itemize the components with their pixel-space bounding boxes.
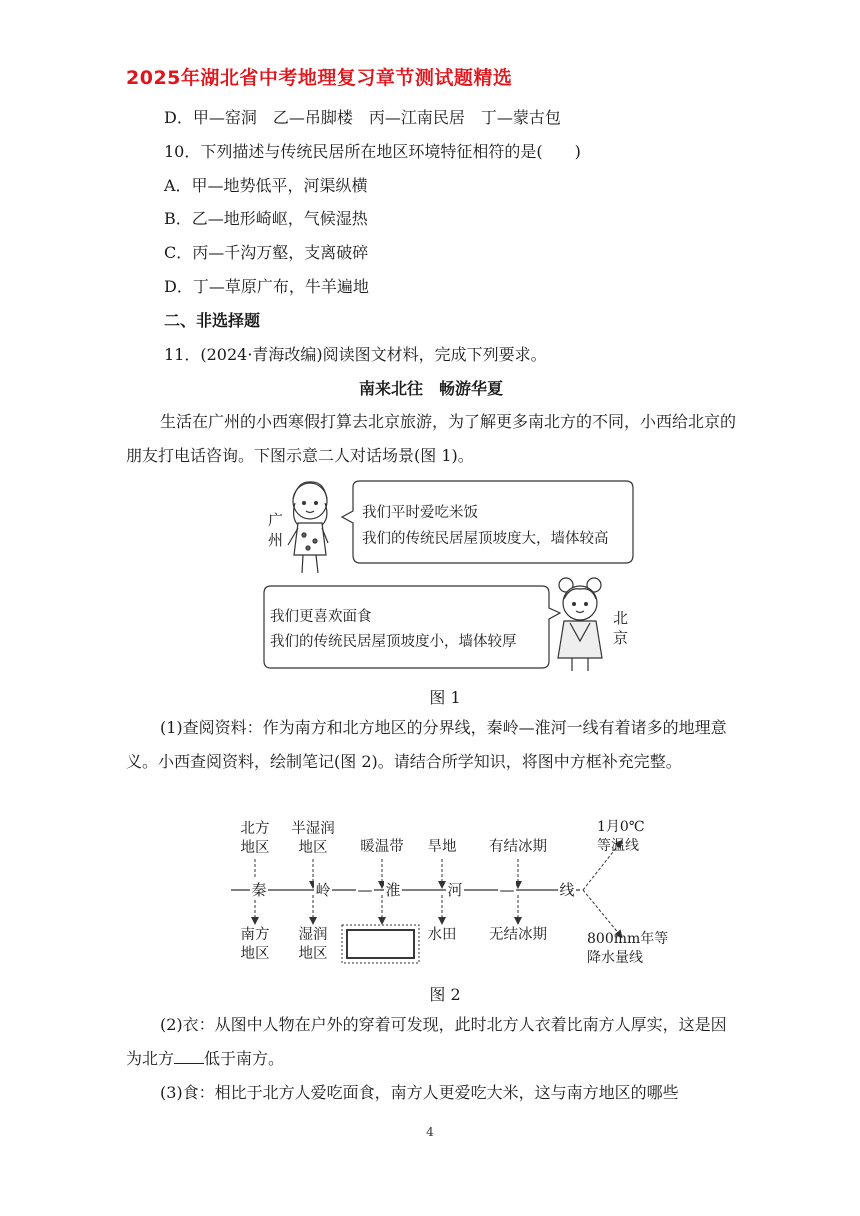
guangzhou-speech-bubble (342, 481, 633, 563)
figure-1-caption: 图 1 (429, 688, 461, 707)
beijing-speech-bubble (264, 586, 560, 668)
question-11-part-2-end: 低于南方。 (204, 1049, 285, 1068)
fig2-bottom-label: 无结冰期 (489, 927, 547, 943)
fig2-top-label: 地区 (240, 840, 270, 856)
figure-2-qinling-huaihe-diagram (225, 817, 670, 972)
figure-2-caption: 图 2 (429, 985, 461, 1004)
fig2-bottom-label: 地区 (240, 946, 270, 962)
page-number: 4 (426, 1125, 434, 1139)
answer-box[interactable] (347, 930, 414, 958)
fig2-bottom-label: 水田 (427, 927, 457, 943)
question-11-part-3: (3)食：相比于北方人爱吃面食，南方人更爱吃大米，这与南方地区的哪些 (160, 1083, 679, 1102)
question-10-option-d: D．丁—草原广布，牛羊遍地 (164, 277, 369, 296)
fig2-line-char: 秦 (251, 881, 267, 899)
guangzhou-label-2: 州 (268, 531, 284, 549)
figure-2-diagram (225, 817, 670, 972)
material-intro: 生活在广州的小西寒假打算去北京旅游，为了解更多南北方的不同，小西给北京的朋友打电话咨询。下图示意二人对话场景(图 1)。 (126, 412, 737, 465)
material-heading: 南来北往 畅游华夏 (358, 379, 503, 398)
beijing-label-1: 北 (613, 609, 629, 627)
question-11-part-2 (126, 1008, 736, 1076)
figure-1-dialogue (258, 473, 638, 673)
fig2-top-label: 地区 (298, 840, 328, 856)
guangzhou-girl-illustration (288, 482, 328, 573)
document-header: 2025年湖北省中考地理复习章节测试题精选 (126, 67, 513, 89)
question-11-part-1: (1)查阅资料：作为南方和北方地区的分界线，秦岭—淮河一线有着诸多的地理意义。小西查阅资料，绘制笔记(图 2)。请结合所学知识，将图中方框补充完整。 (126, 718, 727, 771)
fig2-line-char: 淮 (385, 881, 401, 899)
question-11-stem: 11．(2024·青海改编)阅读图文材料，完成下列要求。 (164, 345, 547, 364)
fig2-top-label: 旱地 (427, 839, 457, 855)
figure-1-illustration (258, 473, 638, 673)
option-d-prev: D．甲—窑洞 乙—吊脚楼 丙—江南民居 丁—蒙古包 (164, 108, 561, 127)
fig2-line-char: 河 (447, 881, 463, 899)
fig2-top-label: 半湿润 (291, 821, 335, 837)
fig2-line-char: 岭 (315, 881, 331, 899)
question-10-option-a: A．甲—地势低平，河渠纵横 (164, 176, 368, 195)
beijing-bubble-line-2: 我们的传统民居屋顶坡度小，墙体较厚 (270, 634, 517, 650)
question-10-stem: 10．下列描述与传统民居所在地区环境特征相符的是( ) (164, 142, 581, 161)
fig2-line-char: — (499, 881, 515, 899)
beijing-bubble-line-1: 我们更喜欢面食 (270, 609, 372, 625)
fig2-bottom-label: 南方 (240, 927, 270, 943)
arrow-800mm-isohyet (583, 890, 620, 935)
fig2-top-label: 北方 (240, 821, 270, 837)
guangzhou-bubble-line-2: 我们的传统民居屋顶坡度大，墙体较高 (362, 531, 609, 547)
question-10-option-b: B．乙—地形崎岖，气候湿热 (164, 209, 368, 228)
beijing-girl-illustration (558, 578, 602, 671)
fig2-isotherm-label: 等温线 (597, 838, 639, 854)
fig2-line-char: — (357, 881, 373, 899)
section-title: 二、非选择题 (164, 311, 261, 330)
fig2-isohyet-label: 800mm年等 (587, 931, 669, 947)
question-11-part-2-text: (2)衣：从图中人物在户外的穿着可发现，此时北方人衣着比南方人厚实，这是因为北方 (126, 1015, 727, 1068)
answer-blank[interactable] (174, 1049, 204, 1064)
guangzhou-bubble-line-1: 我们平时爱吃米饭 (362, 505, 478, 521)
fig2-bottom-label: 湿润 (298, 927, 328, 943)
fig2-top-label: 有结冰期 (489, 839, 547, 855)
question-10-option-c: C．丙—千沟万壑，支离破碎 (164, 243, 369, 262)
fig2-line-char: 线 (559, 881, 575, 899)
beijing-label-2: 京 (613, 629, 629, 647)
fig2-isotherm-label: 1月0℃ (597, 819, 645, 835)
fig2-bottom-label: 地区 (298, 946, 328, 962)
fig2-top-label: 暖温带 (360, 839, 404, 855)
guangzhou-label-1: 广 (268, 511, 284, 529)
fig2-isohyet-label: 降水量线 (587, 950, 643, 966)
